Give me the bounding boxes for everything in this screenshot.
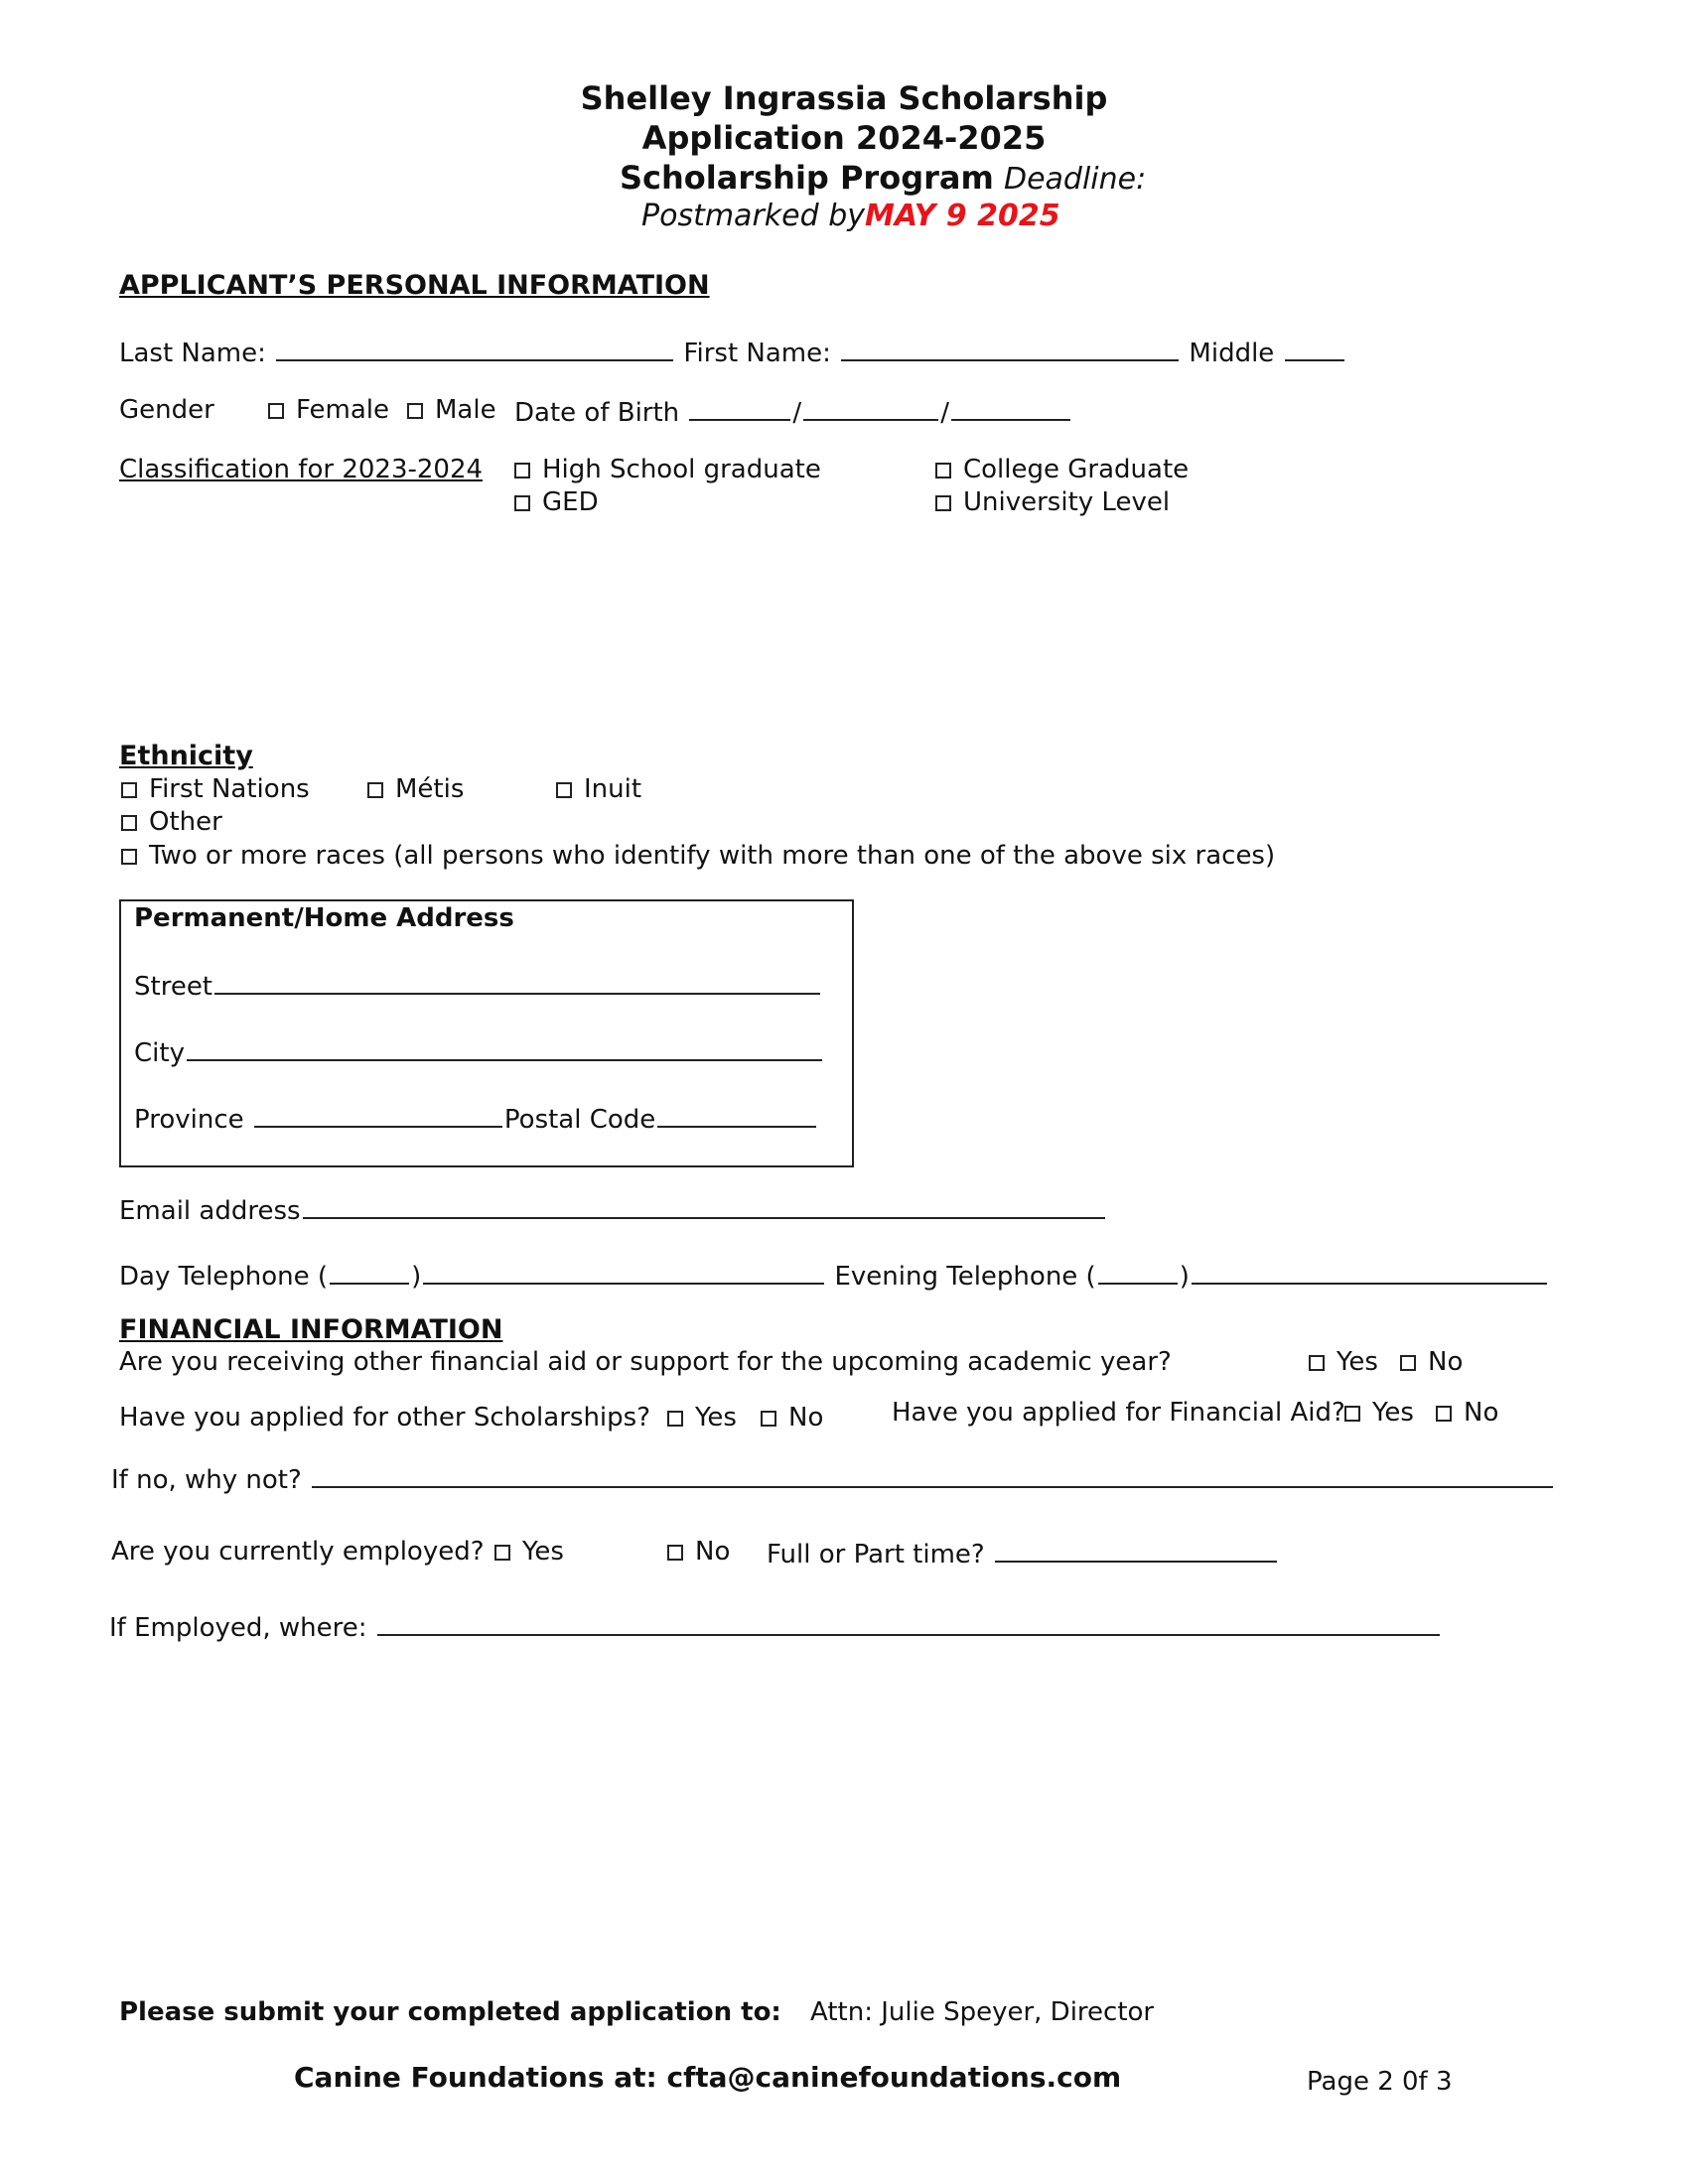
ethnicity-inuit[interactable] [556, 774, 641, 804]
employed-no[interactable] [667, 1537, 730, 1567]
postmarked-label: Postmarked by [641, 199, 865, 233]
employed-no-label: No [695, 1537, 731, 1567]
scholarships-yes-label: Yes [695, 1403, 737, 1433]
fin-aid-no[interactable] [1436, 1398, 1498, 1428]
other-aid-yes-label: Yes [1336, 1347, 1378, 1377]
fin-aid-question: Have you applied for Financial Aid? [892, 1398, 1345, 1428]
day-phone-area-field[interactable] [330, 1259, 409, 1285]
postmark-line [641, 199, 1060, 233]
financial-heading: FINANCIAL INFORMATION [119, 1314, 503, 1345]
dob-label: Date of Birth [514, 398, 680, 428]
dob-month-field[interactable] [689, 395, 790, 421]
metis-label: Métis [395, 774, 465, 804]
employed-question: Are you currently employed? [111, 1537, 485, 1567]
phone-row: Day Telephone ( ) Evening Telephone ( ) [119, 1259, 1549, 1292]
employed-yes-checkbox[interactable] [494, 1545, 510, 1561]
scholarships-yes-checkbox[interactable] [667, 1411, 683, 1427]
employed-yes-label: Yes [522, 1537, 564, 1567]
other-aid-no-checkbox[interactable] [1400, 1355, 1416, 1371]
street-label: Street [134, 972, 213, 1002]
province-row [134, 1102, 818, 1135]
other-aid-question: Are you receiving other financial aid or support for the upcoming academic year? [119, 1347, 1172, 1377]
female-checkbox[interactable] [268, 403, 284, 419]
why-not-row [111, 1462, 1555, 1495]
first-name-field[interactable] [841, 336, 1179, 361]
employer-label: If Employed, where: [109, 1613, 367, 1643]
city-field[interactable] [187, 1035, 822, 1061]
scholarships-no-checkbox[interactable] [761, 1411, 776, 1427]
first-nations-checkbox[interactable] [121, 782, 137, 798]
attn-label: Attn: Julie Speyer, Director [810, 1997, 1155, 2027]
postal-label: Postal Code [503, 1105, 656, 1135]
scholarships-question: Have you applied for other Scholarships? [119, 1403, 650, 1433]
other-aid-no-label: No [1428, 1347, 1464, 1377]
title-line-3 [620, 159, 1146, 197]
deadline-label: Deadline: [1003, 162, 1147, 197]
ethnicity-first-nations[interactable] [121, 774, 310, 804]
college-label: College Graduate [963, 455, 1190, 484]
male-checkbox[interactable] [407, 403, 423, 419]
province-label: Province [134, 1105, 244, 1135]
two-or-more-label: Two or more races (all persons who identify with more than one of the above six races) [149, 841, 1276, 871]
other-label: Other [149, 807, 222, 837]
city-label: City [134, 1038, 185, 1068]
employed-no-checkbox[interactable] [667, 1545, 683, 1561]
street-field[interactable] [214, 969, 820, 995]
employer-field[interactable] [377, 1610, 1440, 1636]
first-nations-label: First Nations [149, 774, 310, 804]
dob-row: Date of Birth / / [514, 395, 1072, 428]
middle-label: Middle [1189, 339, 1275, 368]
program-label: Scholarship Program [620, 159, 994, 197]
address-heading: Permanent/Home Address [134, 903, 514, 933]
full-part-label: Full or Part time? [767, 1540, 985, 1570]
ethnicity-heading: Ethnicity [119, 741, 253, 771]
ged-label: GED [542, 487, 599, 517]
last-name-field[interactable] [276, 336, 673, 361]
ged-checkbox[interactable] [514, 495, 530, 511]
evening-phone-label: Evening Telephone ( [834, 1262, 1096, 1292]
fin-aid-yes[interactable] [1344, 1398, 1414, 1428]
page-number: Page 2 0f 3 [1307, 2067, 1453, 2097]
university-label: University Level [963, 487, 1171, 517]
employed-yes[interactable] [494, 1537, 564, 1567]
day-phone-field[interactable] [423, 1259, 824, 1285]
two-or-more-checkbox[interactable] [121, 849, 137, 865]
other-aid-no[interactable] [1400, 1347, 1463, 1377]
fin-aid-no-label: No [1464, 1398, 1499, 1428]
fin-aid-yes-checkbox[interactable] [1344, 1406, 1360, 1422]
evening-phone-area-field[interactable] [1098, 1259, 1178, 1285]
metis-checkbox[interactable] [367, 782, 383, 798]
scholarships-no[interactable] [761, 1403, 823, 1433]
hs-label: High School graduate [542, 455, 821, 484]
street-row [134, 969, 822, 1002]
dob-day-field[interactable] [803, 395, 938, 421]
personal-info-heading: APPLICANT’S PERSONAL INFORMATION [119, 270, 710, 301]
gender-label: Gender [119, 395, 214, 425]
ethnicity-other[interactable] [121, 807, 222, 837]
full-part-field[interactable] [995, 1537, 1277, 1563]
why-not-label: If no, why not? [111, 1465, 302, 1495]
email-row [119, 1193, 1107, 1226]
university-checkbox[interactable] [935, 495, 951, 511]
class-option-university[interactable] [935, 487, 1170, 517]
other-checkbox[interactable] [121, 815, 137, 831]
title-line-2: Application 2024-2025 [641, 119, 1047, 157]
ethnicity-metis[interactable] [367, 774, 464, 804]
why-not-field[interactable] [312, 1462, 1553, 1488]
org-email: Canine Foundations at: cfta@caninefoundations.com [294, 2061, 1122, 2094]
female-option[interactable] [268, 395, 389, 425]
day-phone-label: Day Telephone ( [119, 1262, 329, 1292]
evening-phone-field[interactable] [1192, 1259, 1547, 1285]
classification-label: Classification for 2023-2024 [119, 455, 484, 484]
fin-aid-no-checkbox[interactable] [1436, 1406, 1452, 1422]
deadline-date: MAY 9 2025 [865, 199, 1060, 233]
email-field[interactable] [303, 1193, 1105, 1219]
name-row [119, 336, 1346, 368]
employer-row [109, 1610, 1442, 1643]
female-label: Female [296, 395, 390, 425]
other-aid-yes-checkbox[interactable] [1309, 1355, 1325, 1371]
last-name-label: Last Name: [119, 339, 266, 368]
province-field[interactable] [254, 1102, 502, 1128]
dob-year-field[interactable] [951, 395, 1070, 421]
college-checkbox[interactable] [935, 463, 951, 478]
inuit-checkbox[interactable] [556, 782, 572, 798]
class-option-college[interactable] [935, 455, 1189, 484]
middle-field[interactable] [1285, 336, 1344, 361]
other-aid-yes[interactable] [1309, 1347, 1378, 1377]
first-name-label: First Name: [683, 339, 831, 368]
ethnicity-two-or-more[interactable] [121, 841, 1275, 871]
full-part-row [767, 1537, 1279, 1570]
class-option-hs[interactable] [514, 455, 821, 484]
fin-aid-yes-label: Yes [1372, 1398, 1414, 1428]
city-row [134, 1035, 824, 1068]
scholarships-yes[interactable] [667, 1403, 737, 1433]
inuit-label: Inuit [584, 774, 642, 804]
scholarships-no-label: No [788, 1403, 824, 1433]
hs-checkbox[interactable] [514, 463, 530, 478]
email-label: Email address [119, 1196, 301, 1226]
male-option[interactable] [407, 395, 496, 425]
class-option-ged[interactable] [514, 487, 599, 517]
submit-label: Please submit your completed application to: [119, 1997, 781, 2027]
male-label: Male [435, 395, 496, 425]
title-line-1: Shelley Ingrassia Scholarship [580, 79, 1108, 117]
postal-field[interactable] [657, 1102, 816, 1128]
